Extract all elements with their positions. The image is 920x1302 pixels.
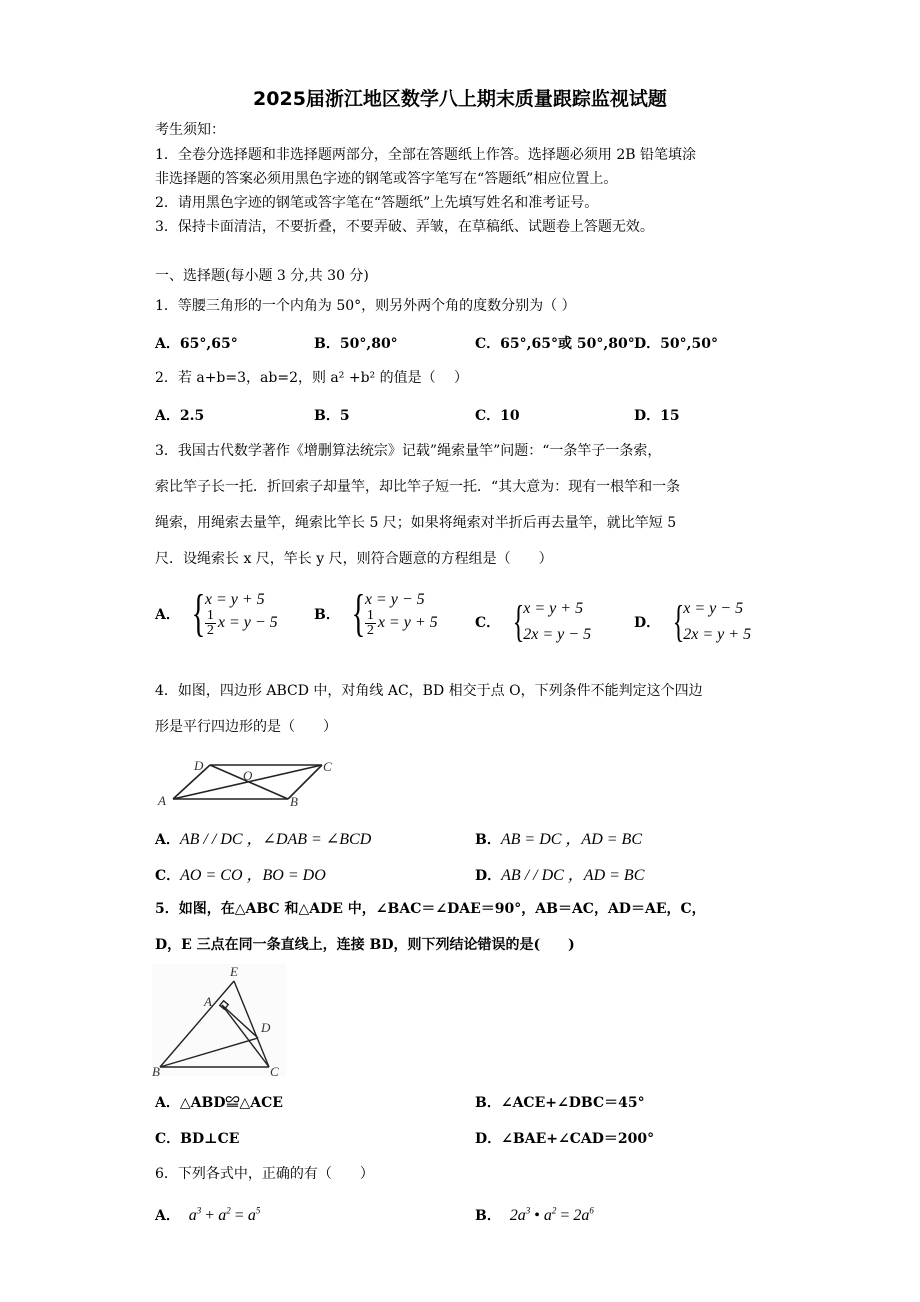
label-a: A: [158, 793, 166, 808]
fraction: $\frac{1}{2}$: [206, 607, 214, 638]
question-4-stem-line-1: 4．如图，四边形 ABCD 中，对角线 AC，BD 相交于点 O，下列条件不能判定这个四边: [155, 683, 703, 699]
notice-item-1-cont: 非选择题的答案必须用黑色字迹的钢笔或答字笔写在“答题纸”相应位置上。: [155, 171, 618, 187]
option-label: B．: [314, 336, 340, 352]
option-text: △ABD≌△ACE: [179, 1095, 283, 1111]
label-o: O: [243, 768, 253, 783]
option-expression: $a^3 + a^2 = a^5$: [188, 1205, 261, 1224]
option-label: A．: [155, 1208, 180, 1224]
option-label: D．: [475, 868, 502, 884]
option-label: A．: [155, 832, 180, 848]
option-text: 15: [660, 408, 680, 424]
q2-option-d[interactable]: [634, 405, 680, 425]
parallelogram-figure: [150, 752, 350, 810]
option-label: C．: [155, 1131, 181, 1147]
label-c: C: [270, 1064, 279, 1079]
option-label: D．: [475, 1131, 502, 1147]
question-4-stem-line-2: 形是平行四边形的是（ ）: [155, 719, 337, 735]
option-label: A．: [155, 408, 180, 424]
option-text: 2.5: [179, 408, 205, 424]
question-1-stem: 1．等腰三角形的一个内角为 50°，则另外两个角的度数分别为（ ）: [155, 298, 576, 314]
q2-option-c[interactable]: [475, 405, 520, 425]
q3-option-c[interactable]: [475, 596, 591, 648]
option-label: C．: [155, 868, 181, 884]
option-label: A．: [155, 607, 180, 623]
question-6-stem: 6．下列各式中，正确的有（ ）: [155, 1166, 374, 1182]
label-b: B: [152, 1064, 160, 1079]
notice-heading: 考生须知：: [155, 122, 225, 138]
q4-option-b[interactable]: [475, 826, 642, 849]
q6-option-a[interactable]: [155, 1205, 260, 1225]
question-3-stem-line-1: 3．我国古代数学著作《增删算法统宗》记载”绳索量竿”问题：“一条竿子一条索，: [155, 443, 662, 459]
label-d: D: [194, 758, 204, 773]
option-text: 65°,65°: [179, 336, 238, 352]
option-text: ∠BAE+∠CAD＝200°: [501, 1131, 655, 1147]
option-label: D．: [634, 615, 661, 631]
q3-option-b[interactable]: [314, 585, 438, 642]
triangle-figure: [152, 964, 290, 1080]
option-text: ∠ACE+∠DBC＝45°: [500, 1095, 645, 1111]
q6-option-b[interactable]: [475, 1205, 594, 1225]
option-text: 10: [500, 408, 520, 424]
option-label: B．: [475, 1208, 501, 1224]
q2-option-a[interactable]: [155, 405, 204, 425]
equation-1: x = y − 5: [683, 600, 744, 617]
question-2-stem: 2．若 a+b=3，ab=2，则 a² +b² 的值是（ ）: [155, 370, 469, 386]
option-label: B．: [314, 607, 340, 623]
notice-item-3: 3．保持卡面清洁，不要折叠，不要弄破、弄皱，在草稿纸、试题卷上答题无效。: [155, 219, 654, 235]
option-text: AB = DC ，AD = BC: [500, 831, 642, 848]
edge-da: [173, 765, 210, 799]
option-text: AB / / DC ，AD = BC: [501, 867, 645, 884]
label-b: B: [290, 794, 298, 809]
option-text: 50°,80°: [339, 336, 398, 352]
option-expression: $2a^3$ • $a^2 = 2a^6$: [509, 1205, 594, 1224]
brace-icon: {: [512, 597, 525, 646]
option-text: 50°,50°: [660, 336, 718, 352]
q3-option-a[interactable]: [155, 585, 278, 642]
question-3-stem-line-4: 尺．设绳索长 x 尺，竿长 y 尺，则符合题意的方程组是（ ）: [155, 551, 553, 567]
q1-option-c[interactable]: [475, 333, 635, 353]
option-label: D．: [634, 408, 661, 424]
option-text: BD⊥CE: [180, 1131, 240, 1147]
q2-option-b[interactable]: [314, 405, 350, 425]
option-label: C．: [475, 615, 501, 631]
option-text: AB / / DC ，∠DAB = ∠BCD: [179, 831, 372, 848]
q5-option-b[interactable]: [475, 1092, 645, 1112]
equation-2: x = y − 5: [217, 613, 278, 631]
option-label: B．: [475, 832, 501, 848]
option-label: A．: [155, 1095, 180, 1111]
question-3-stem-line-2: 索比竿子长一托．折回索子却量竿，却比竿子短一托．“其大意为：现有一根竿和一条: [155, 479, 681, 495]
label-c: C: [323, 759, 332, 774]
q3-option-d[interactable]: [634, 596, 751, 648]
page-title: 2025届浙江地区数学八上期末质量跟踪监视试题: [253, 88, 667, 110]
option-label: C．: [475, 408, 501, 424]
option-label: B．: [475, 1095, 501, 1111]
label-e: E: [230, 964, 238, 979]
equation-1: x = y − 5: [364, 590, 425, 608]
option-label: D．: [634, 336, 661, 352]
equation-2: 2x = y + 5: [683, 626, 752, 643]
q1-option-d[interactable]: [634, 333, 718, 353]
question-5-stem-line-1: 5．如图，在△ABC 和△ADE 中，∠BAC＝∠DAE＝90°，AB＝AC，AD＝AE，C，: [155, 901, 706, 917]
equation-2: x = y + 5: [377, 613, 438, 631]
brace-icon: {: [672, 597, 685, 646]
fraction: $\frac{1}{2}$: [366, 607, 374, 638]
equation-2: 2x = y − 5: [523, 626, 592, 643]
q4-option-a[interactable]: [155, 826, 371, 849]
notice-item-1: 1．全卷分选择题和非选择题两部分，全部在答题纸上作答。选择题必须用 2B 铅笔填涂: [155, 147, 697, 163]
brace-icon: {: [351, 585, 366, 642]
question-5-stem-line-2: D，E 三点在同一条直线上，连接 BD，则下列结论错误的是( ): [155, 937, 575, 953]
option-label: C．: [475, 336, 501, 352]
q4-option-c[interactable]: [155, 862, 326, 885]
option-text: AO = CO ，BO = DO: [180, 867, 326, 884]
q5-option-a[interactable]: [155, 1092, 283, 1112]
q5-option-d[interactable]: [475, 1128, 654, 1148]
option-label: B．: [314, 408, 340, 424]
notice-item-2: 2．请用黑色字迹的钢笔或答字笔在“答题纸”上先填写姓名和准考证号。: [155, 195, 599, 211]
option-text: 65°,65°或 50°,80°: [500, 336, 635, 352]
equation-1: x = y + 5: [204, 590, 265, 608]
question-3-stem-line-3: 绳索，用绳索去量竿，绳索比竿长 5 尺；如果将绳索对半折后再去量竿，就比竿短 5: [155, 515, 677, 531]
section-heading: 一、选择题(每小题 3 分,共 30 分): [155, 268, 369, 284]
option-label: A．: [155, 336, 180, 352]
q1-option-a[interactable]: [155, 333, 238, 353]
equation-1: x = y + 5: [523, 600, 584, 617]
brace-icon: {: [191, 585, 206, 642]
q1-option-b[interactable]: [314, 333, 398, 353]
label-d: D: [261, 1020, 271, 1035]
q4-option-d[interactable]: [475, 862, 644, 885]
option-text: 5: [339, 408, 350, 424]
q5-option-c[interactable]: [155, 1128, 239, 1148]
label-a: A: [204, 994, 212, 1009]
